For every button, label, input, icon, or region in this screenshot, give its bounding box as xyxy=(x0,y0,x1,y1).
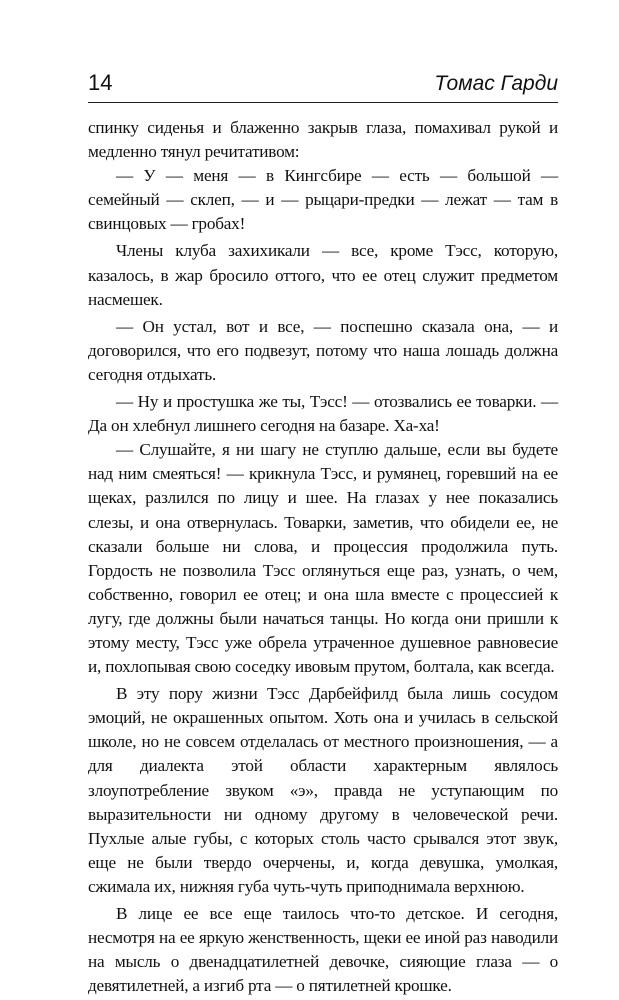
paragraph: — Он устал, вот и все, — поспешно сказала она, — и договорился, что его подвезут, потому что наша лошадь должна сегодня отдыхать. xyxy=(88,316,558,384)
running-title: Томас Гарди xyxy=(434,72,558,95)
paragraph: Члены клуба захихикали — все, кроме Тэсс, которую, казалось, в жар бросило оттого, что ее отец служит предметом насмешек. xyxy=(88,241,558,309)
page-header xyxy=(88,70,558,103)
paragraph: — Ну и простушка же ты, Тэсс! — отозвались ее товарки. — Да он хлебнул лишнего сегодня на базаре. Ха-ха! xyxy=(88,392,558,436)
paragraph: В эту пору жизни Тэсс Дарбейфилд была лишь сосудом эмоций, не окрашенных опытом. Хоть она и училась в сельской школе, но не совсем отделалась от местного произношения, — а для диалекта этой области характерным являлось злоупотребление звуком «э», правда не уступающим по выразительности ни одному другому в человеческой речи. Пухлые алые губы, с которых столь часто срывался этот звук, еще не были твердо очерчены, и, когда девушка, умолкая, сжимала их, нижняя губа чуть-чуть приподнимала верхнюю. xyxy=(88,684,558,896)
body-text xyxy=(88,116,558,998)
paragraph: — У — меня — в Кингсбире — есть — большой — семейный — склеп, — и — рыцари-предки — лежат — там в свинцовых — гробах! xyxy=(88,166,558,234)
page-number: 14 xyxy=(88,70,113,95)
paragraph: — Слушайте, я ни шагу не ступлю дальше, если вы будете над ним смеяться! — крикнула Тэсс, и румянец, горевший на ее щеках, разлился по лицу и шее. На глазах у нее показались слезы, и она отвернулась. Товарки, заметив, что обидели ее, не сказали больше ни слова, и процессия продолжила путь. Гордость не позволила Тэсс оглянуться еще раз, узнать, о чем, собственно, говорил ее отец; и она шла вместе с процессией к лугу, где должны были начаться танцы. Но когда они пришли к этому месту, Тэсс уже обрела утраченное душевное равновесие и, похлопывая свою соседку ивовым прутом, болтала, как всегда. xyxy=(88,440,558,677)
paragraph: В лице ее все еще таилось что-то детское. И сегодня, несмотря на ее яркую женственность, щеки ее иной раз наводили на мысль о двенадцатилетней девочке, сияющие глаза — о девятилетней, а изгиб рта — о пятилетней крошке. xyxy=(88,904,558,996)
paragraph: спинку сиденья и блаженно закрыв глаза, помахивал рукой и медленно тянул речитативом: xyxy=(88,118,558,162)
